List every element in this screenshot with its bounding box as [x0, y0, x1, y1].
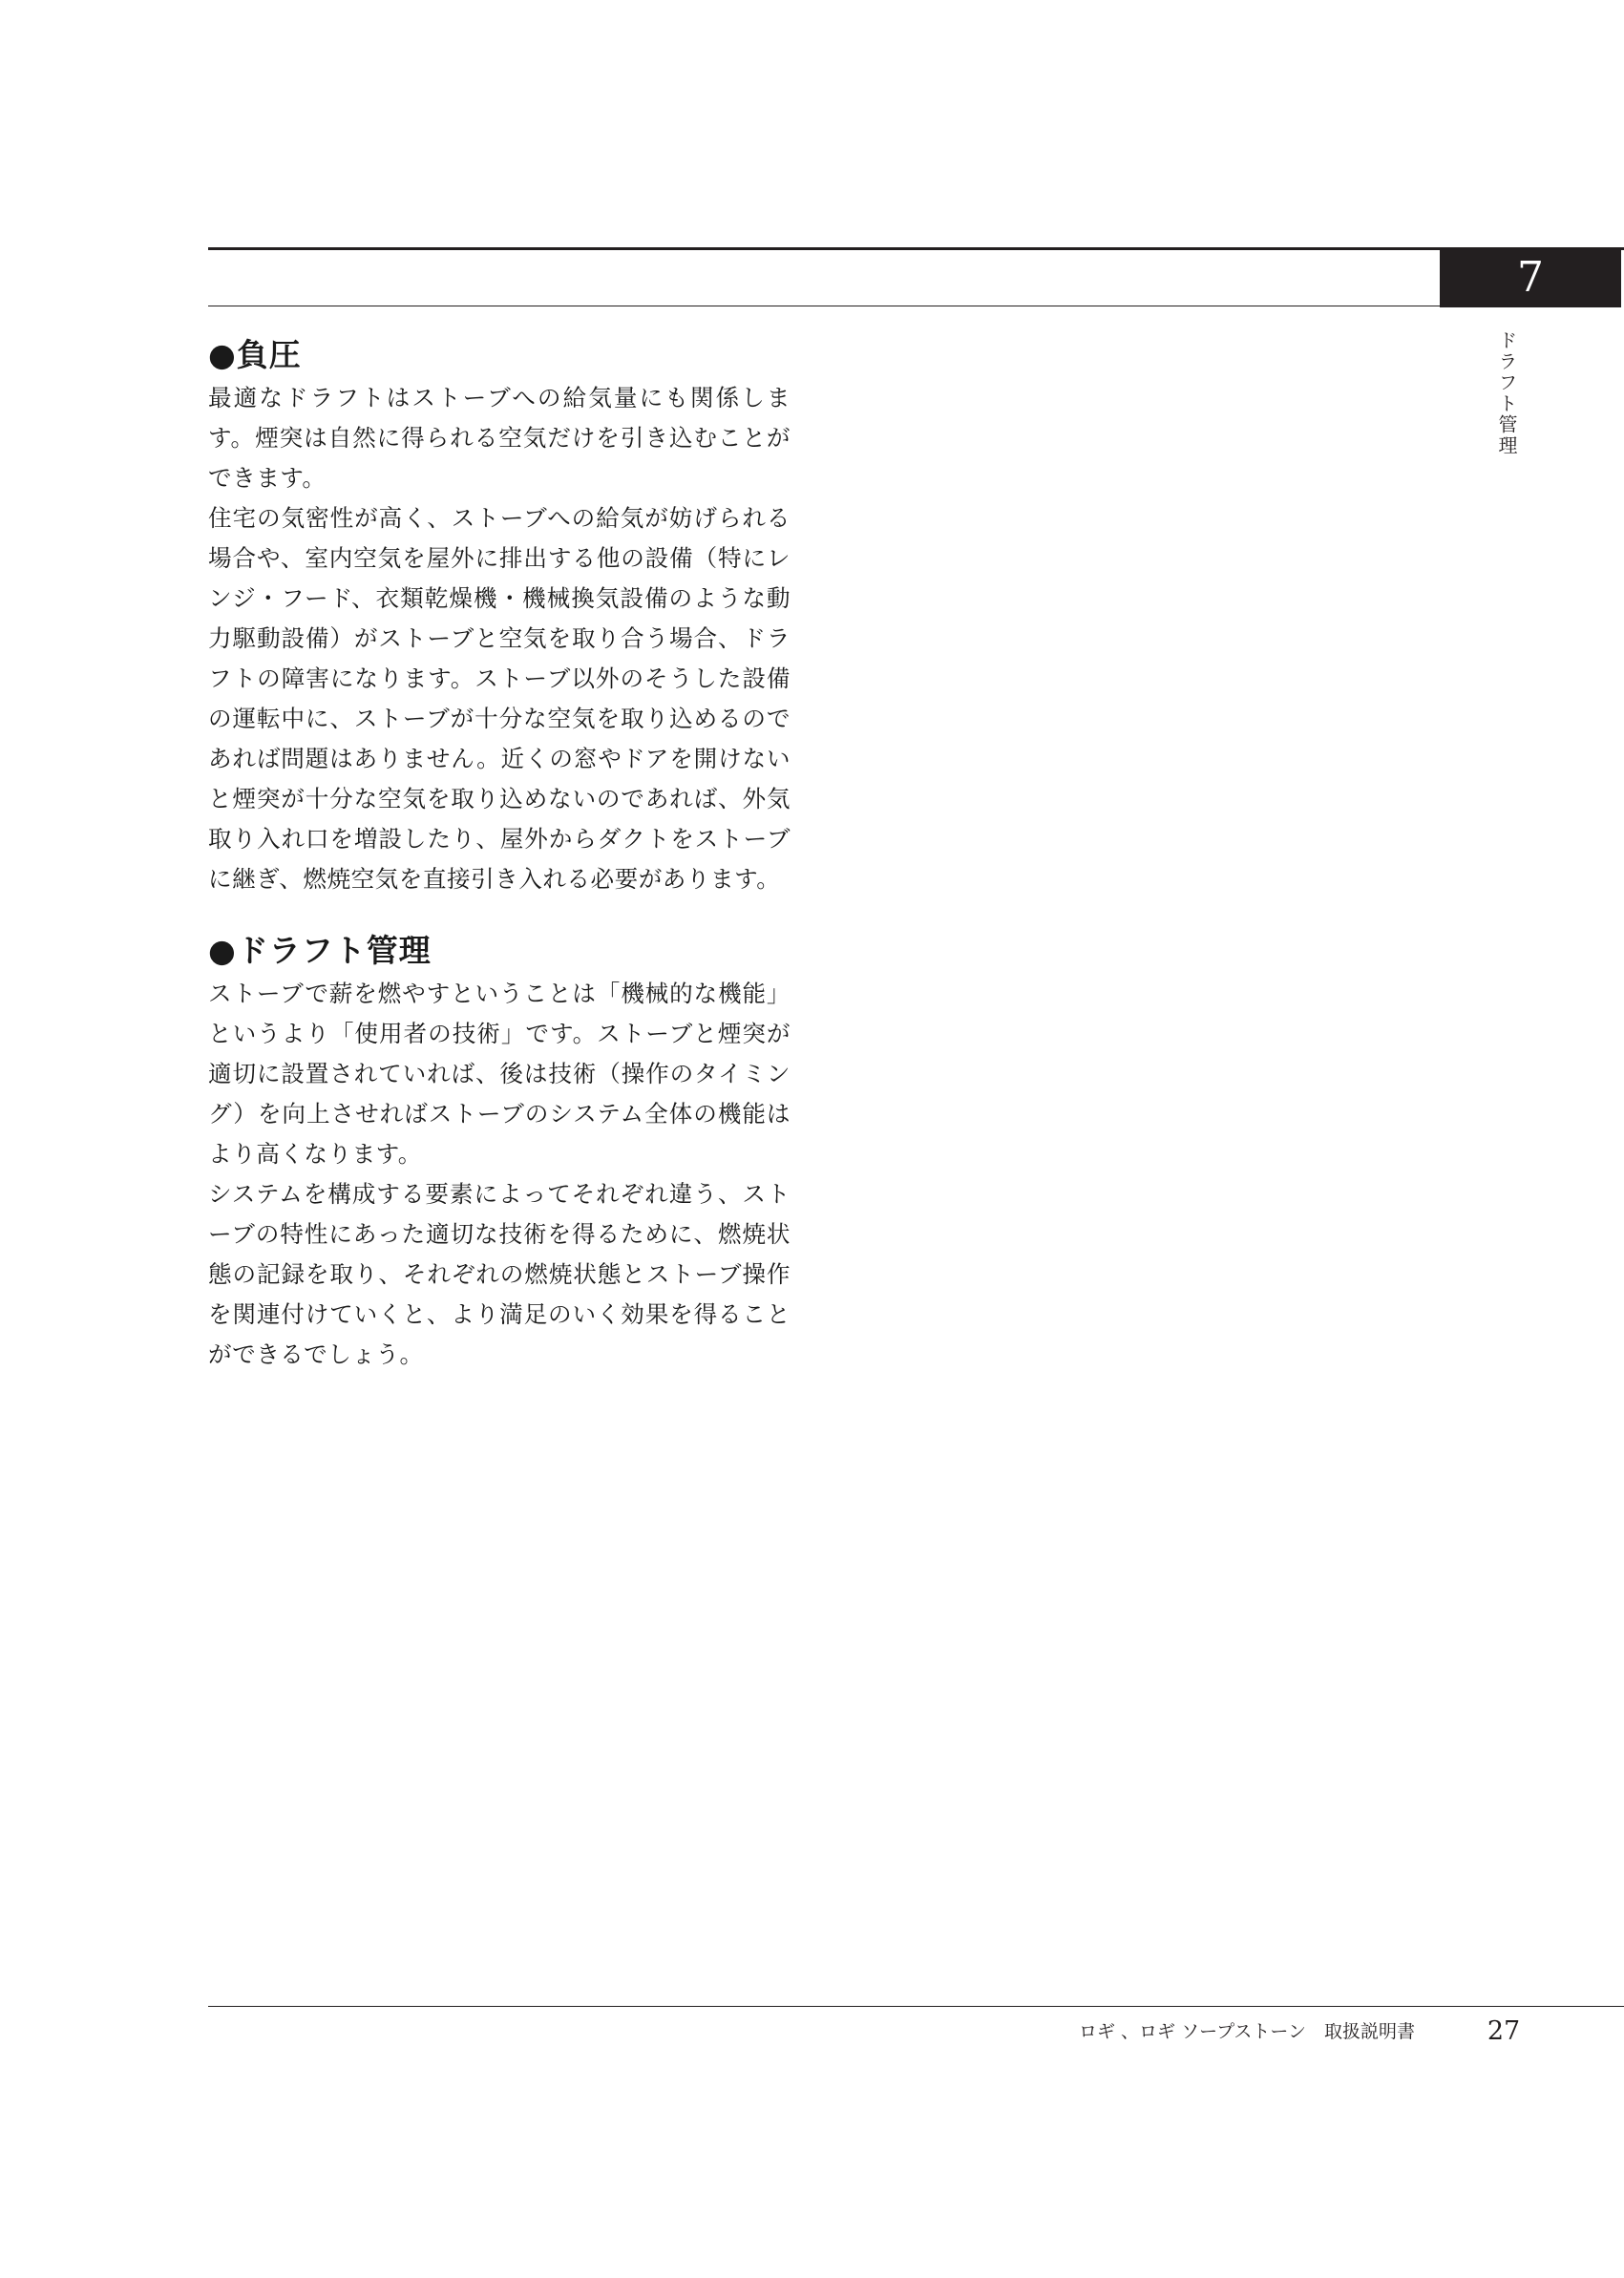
page-number: 27 [1487, 2016, 1521, 2046]
main-content [208, 332, 791, 1375]
section-heading: ●ドラフト管理 [208, 932, 432, 969]
footer-rule [208, 2006, 1624, 2007]
chapter-number-tab: 7 [1440, 247, 1621, 307]
body-paragraph: 住宅の気密性が高く、ストーブへの給気が妨げられる場合や、室内空気を屋外に排出する他の設備（特にレンジ・フード、衣類乾燥機・機械換気設備のような動力駆動設備）がストーブと空気を取り合う場合、ドラフトの障害になります。ストーブ以外のそうした設備の運転中に、ストーブが十分な空気を取り込めるのであれば問題はありません。近くの窓やドアを開けないと煙突が十分な空気を取り込めないのであれば、外気取り入れ口を増設したり、屋外からダクトをストーブに継ぎ、燃焼空気を直接引き入れる必要があります。 [208, 504, 791, 893]
footer-document-title: ロギ 、ロギ ソープストーン 取扱説明書 [1079, 2021, 1415, 2042]
chapter-side-title: ドラフト管理 [1495, 330, 1518, 456]
section-draft-management [208, 928, 791, 1375]
section-heading: ●負圧 [208, 336, 302, 373]
body-paragraph: ストーブで薪を燃やすということは「機械的な機能」というより「使用者の技術」です。ストーブと煙突が適切に設置されていれば、後は技術（操作のタイミング）を向上させればストーブのシステム全体の機能はより高くなります。 [208, 980, 791, 1168]
section-negative-pressure [208, 332, 791, 899]
body-paragraph: システムを構成する要素によってそれぞれ違う、ストーブの特性にあった適切な技術を得るために、燃焼状態の記録を取り、それぞれの燃焼状態とストーブ操作を関連付けていくと、より満足のいく効果を得ることができるでしょう。 [208, 1180, 791, 1368]
header-rule [208, 247, 1624, 250]
body-paragraph: 最適なドラフトはストーブへの給気量にも関係します。煙突は自然に得られる空気だけを引き込むことができます。 [208, 384, 791, 492]
